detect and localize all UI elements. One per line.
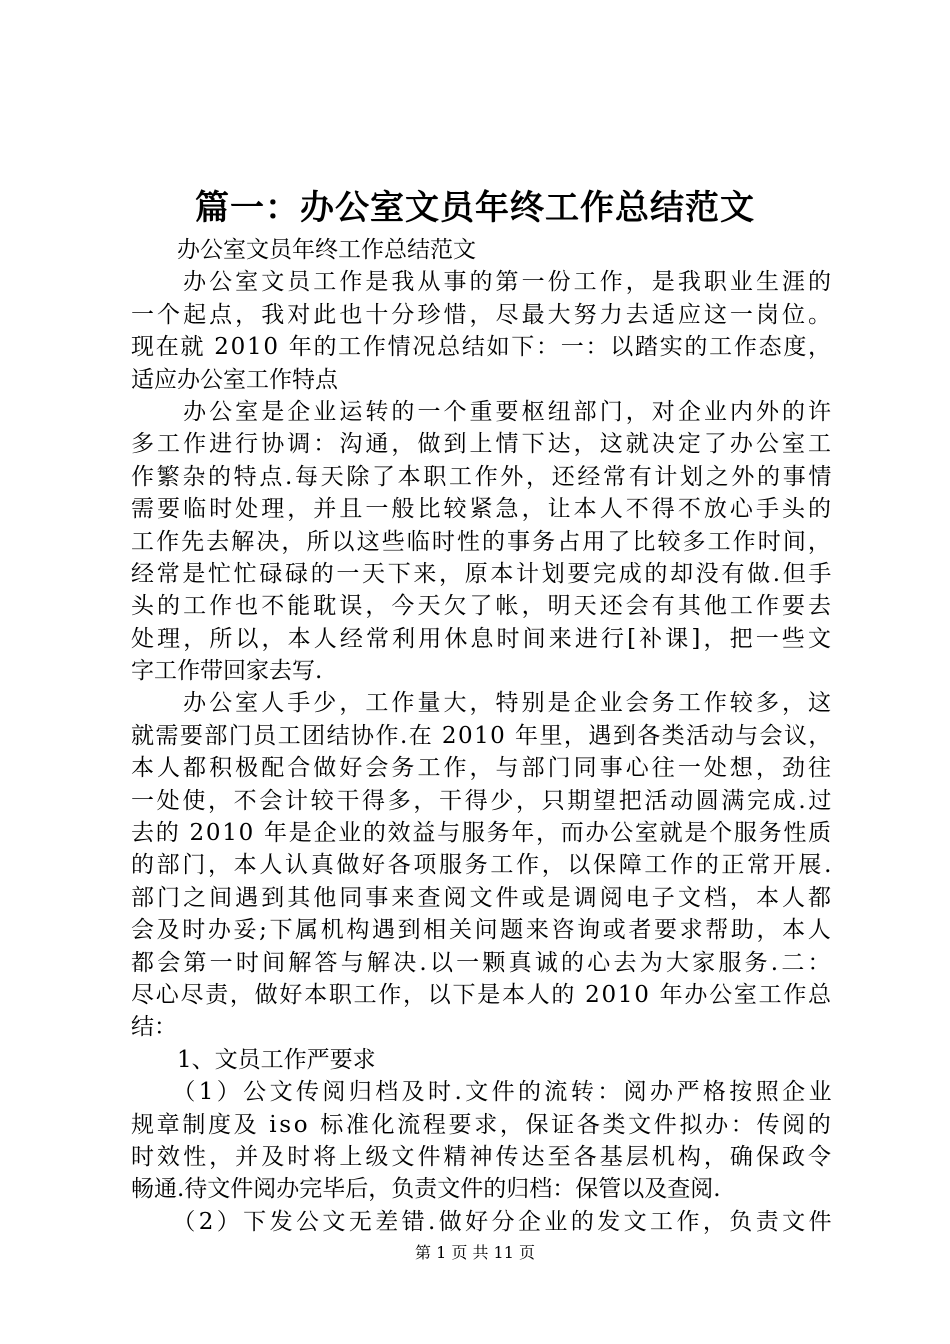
document-body	[131, 234, 835, 1238]
body-line: 一个起点，我对此也十分珍惜，尽最大努力去适应这一岗位。	[131, 301, 835, 328]
body-line: 办公室文员年终工作总结范文	[131, 237, 476, 263]
body-line: 1、文员工作严要求	[131, 1046, 376, 1073]
body-line: 头的工作也不能耽误，今天欠了帐，明天还会有其他工作要去	[131, 593, 835, 620]
body-line: 适应办公室工作特点	[131, 366, 338, 393]
body-line: 时效性，并及时将上级文件精神传达至各基层机构，确保政令	[131, 1143, 835, 1170]
body-line: 都会第一时间解答与解决.以一颗真诚的心去为大家服务.二：	[131, 949, 834, 976]
body-line: 部门之间遇到其他同事来查阅文件或是调阅电子文档，本人都	[131, 884, 835, 911]
body-line: 畅通.待文件阅办完毕后，负责文件的归档：保管以及查阅.	[131, 1176, 721, 1203]
body-line: 结：	[131, 1014, 177, 1041]
document-title: 篇一：办公室文员年终工作总结范文	[195, 188, 755, 228]
body-line: 字工作带回家去写.	[131, 658, 323, 685]
body-line: 规章制度及 iso 标准化流程要求，保证各类文件拟办：传阅的	[131, 1111, 834, 1138]
body-line: （2）下发公文无差错.做好分企业的发文工作，负责文件	[131, 1208, 835, 1235]
body-line: 办公室人手少，工作量大，特别是企业会务工作较多，这	[131, 690, 835, 717]
body-line: 经常是忙忙碌碌的一天下来，原本计划要完成的却没有做.但手	[131, 560, 835, 587]
body-line: 工作先去解决，所以这些临时性的事务占用了比较多工作时间，	[131, 528, 833, 555]
body-line: 办公室是企业运转的一个重要枢纽部门，对企业内外的许	[131, 398, 835, 425]
body-line: 处理，所以，本人经常利用休息时间来进行[补课]，把一些文	[131, 625, 835, 652]
body-line: （1）公文传阅归档及时.文件的流转：阅办严格按照企业	[131, 1079, 835, 1106]
body-line: 会及时办妥;下属机构遇到相关问题来咨询或者要求帮助，本人	[131, 917, 834, 944]
body-line: 尽心尽责，做好本职工作，以下是本人的 2010 年办公室工作总	[131, 981, 833, 1008]
body-line: 就需要部门员工团结协作.在 2010 年里，遇到各类活动与会议，	[131, 722, 833, 749]
body-line: 作繁杂的特点.每天除了本职工作外，还经常有计划之外的事情	[131, 463, 835, 490]
body-line: 去的 2010 年是企业的效益与服务年，而办公室就是个服务性质	[131, 820, 833, 847]
body-line: 现在就 2010 年的工作情况总结如下：一：以踏实的工作态度，	[131, 334, 833, 361]
body-line: 的部门，本人认真做好各项服务工作，以保障工作的正常开展.	[131, 852, 835, 879]
body-line: 一处使，不会计较干得多，干得少，只期望把活动圆满完成.过	[131, 787, 835, 814]
body-line: 需要临时处理，并且一般比较紧急，让本人不得不放心手头的	[131, 496, 835, 523]
body-line: 本人都积极配合做好会务工作，与部门同事心往一处想，劲往	[131, 755, 835, 782]
page-footer: 第 1 页 共 11 页	[415, 1243, 535, 1262]
body-line: 多工作进行协调：沟通，做到上情下达，这就决定了办公室工	[131, 431, 835, 458]
body-line: 办公室文员工作是我从事的第一份工作，是我职业生涯的	[131, 269, 835, 296]
